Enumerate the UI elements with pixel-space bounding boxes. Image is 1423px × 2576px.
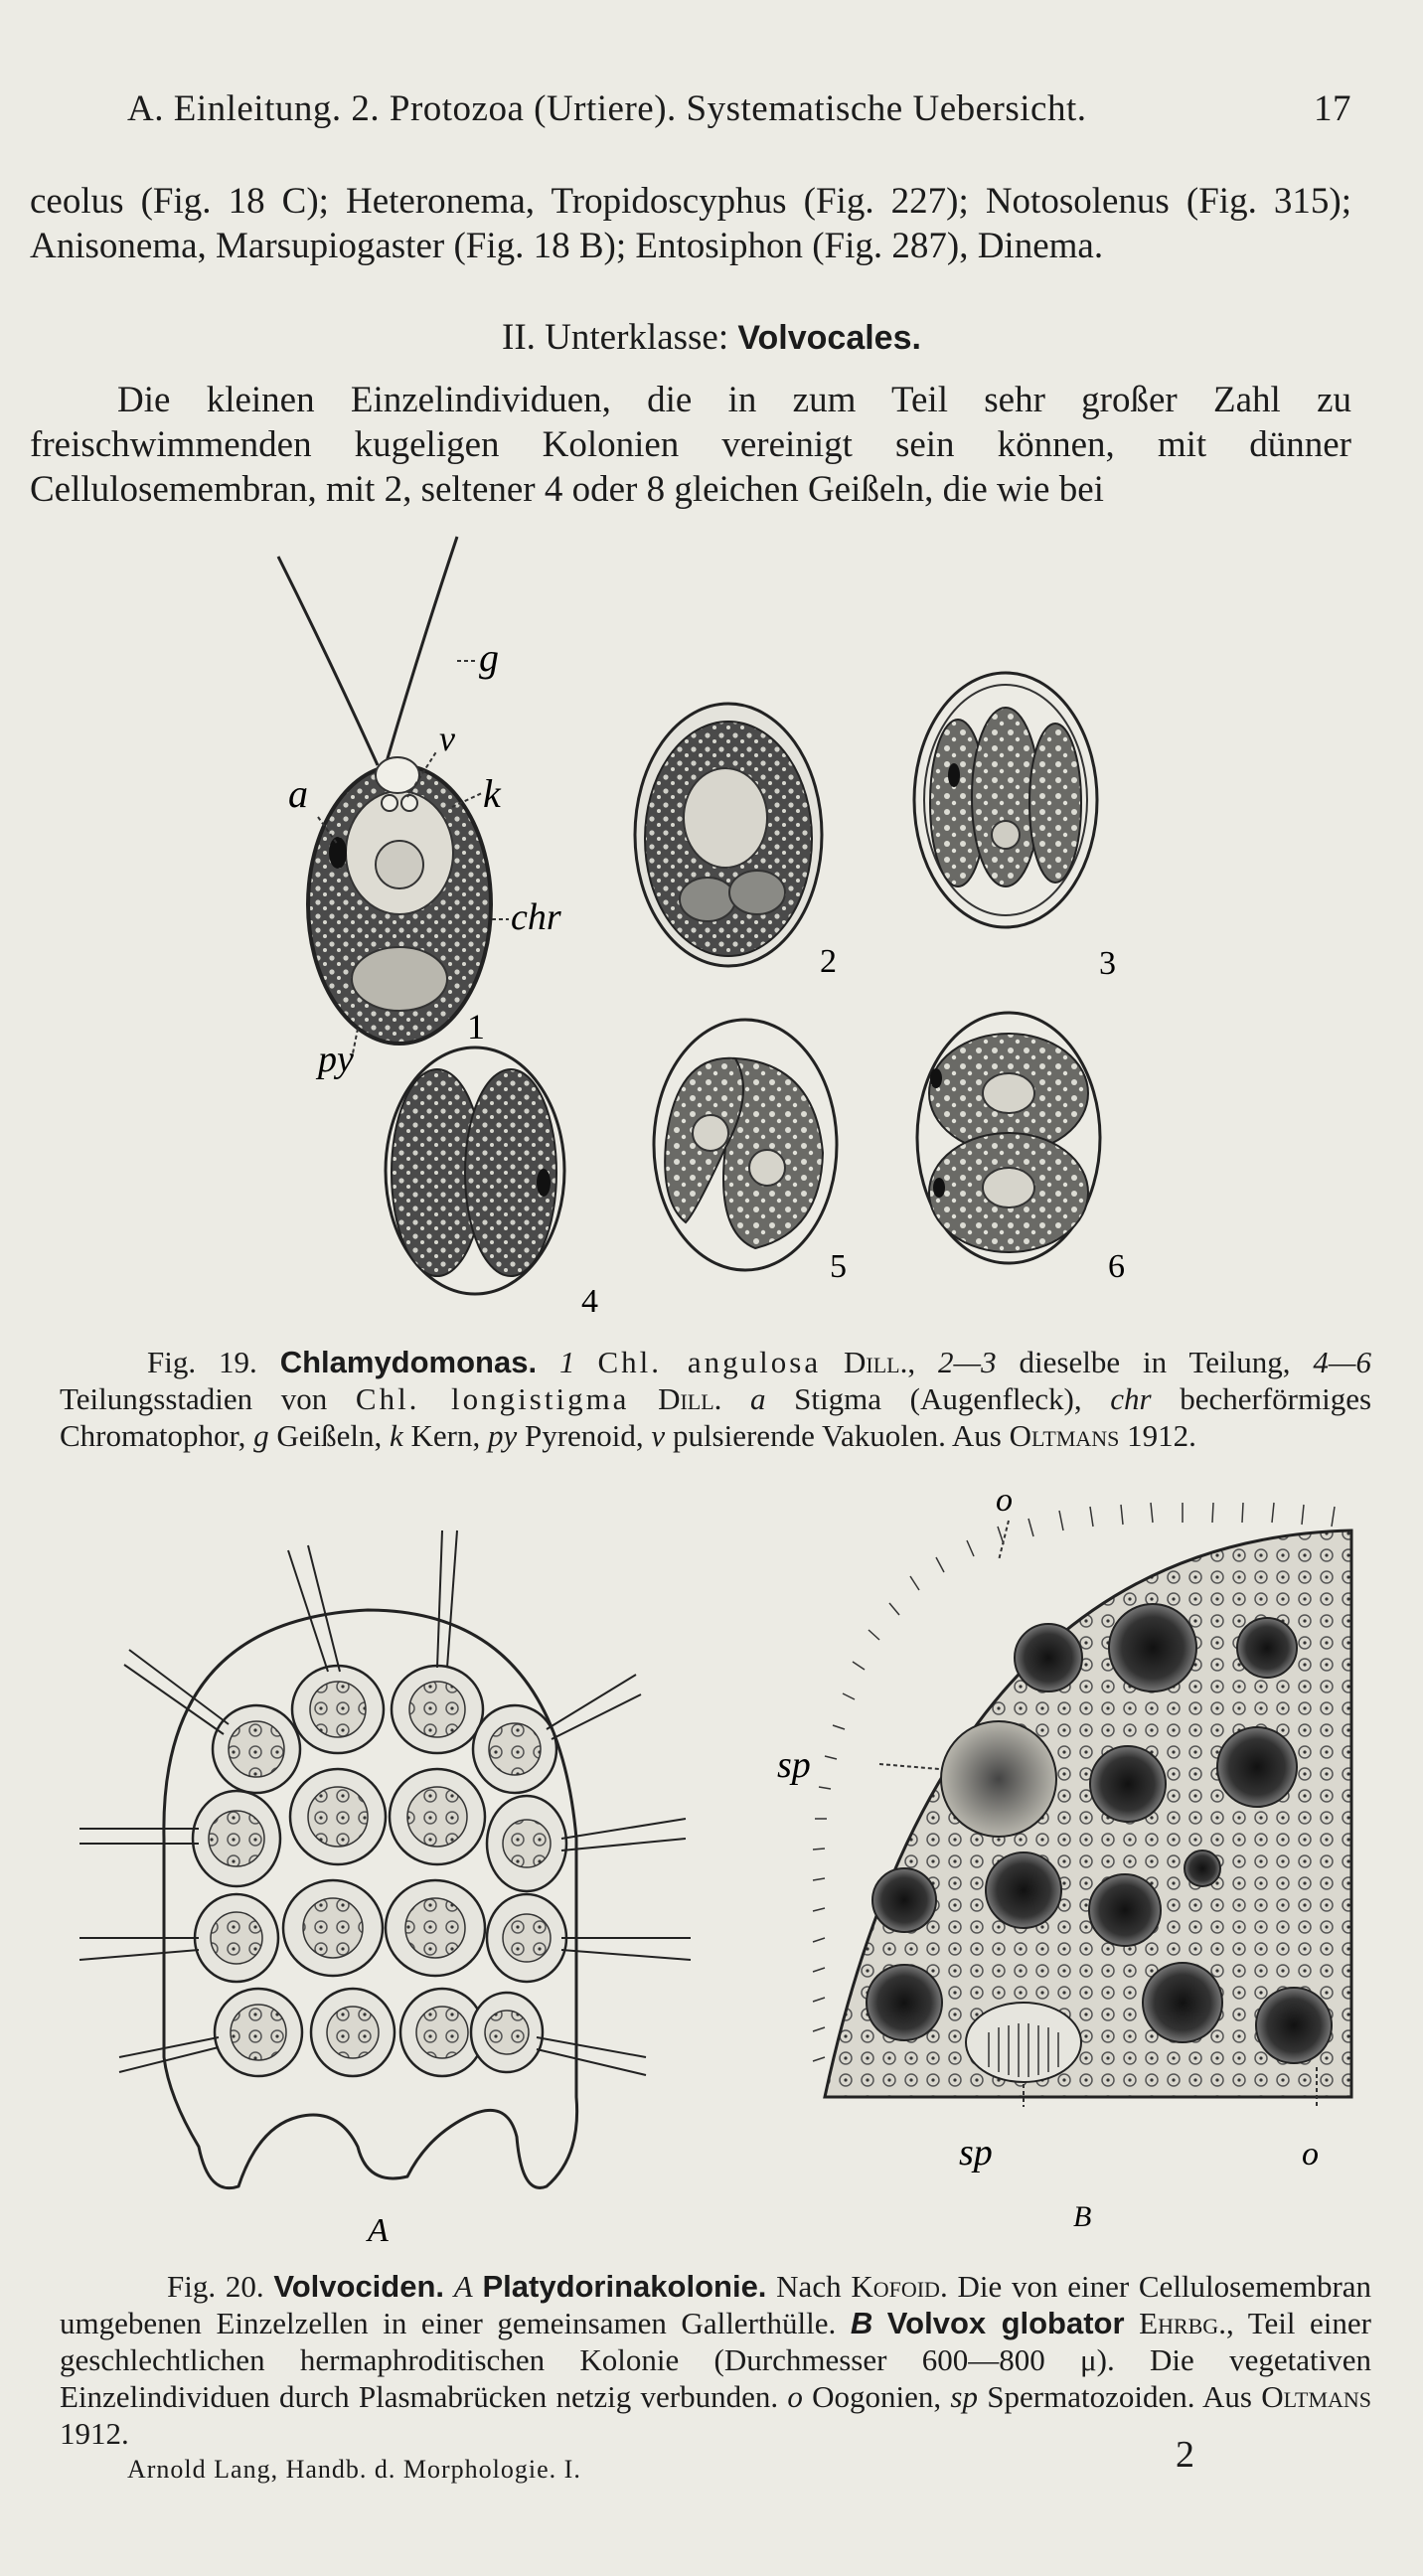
page-number: 17 — [1314, 88, 1351, 129]
label-o-bottom: o — [1302, 2136, 1319, 2173]
spermatozoid-bundle-side — [966, 2003, 1081, 2082]
label-g: g — [479, 635, 499, 680]
label-sp-bottom: sp — [959, 2132, 993, 2174]
caption-19-t5: dieselbe in Teilung, — [1019, 1345, 1291, 1379]
subclass-heading — [0, 316, 1423, 359]
caption-20-t2: Platydorinakolonie. — [482, 2269, 767, 2304]
label-chr: chr — [511, 896, 561, 938]
figure-19-caption — [60, 1344, 1371, 1454]
footer-source: Arnold Lang, Handb. d. Morphologie. I. — [127, 2455, 581, 2484]
caption-19-t18: py — [487, 1418, 518, 1453]
cell-2 — [635, 704, 822, 966]
caption-20-t1: A — [453, 2269, 473, 2304]
caption-20-t3: Nach — [776, 2269, 842, 2304]
caption-19-t22: Oltmans — [1009, 1418, 1120, 1453]
caption-20-t11: Oogonien, — [812, 2379, 942, 2414]
caption-19-title: Chlamydomonas. — [279, 1345, 538, 1379]
label-B: B — [1073, 2200, 1092, 2233]
caption-20-title: Volvociden. — [273, 2269, 445, 2304]
caption-20-t9: Teil einer geschlechtlichen hermaphroditischen Kolonie (Durchmesser 600—800 μ). Die vegetativen Einzelindividuen durch Plasmabrücken netzig verbunden. — [60, 2306, 1372, 2414]
subclass-name: Volvocales. — [737, 319, 921, 357]
caption-19-t3: Dill., — [844, 1345, 916, 1379]
caption-19-t11: Stigma (Augenfleck), — [794, 1381, 1082, 1416]
label-o-top: o — [996, 1482, 1013, 1519]
caption-19-t2: Chl. angulosa — [597, 1345, 822, 1379]
body-paragraph: Die kleinen Einzelindividuen, die in zum Teil sehr großer Zahl zu freischwimmenden kugeligen Kolonien vereinigt sein können, mit dünner Cellulosemembran, mit 2, seltener 4 oder 8 gleichen Geißeln, die wie bei — [30, 380, 1351, 510]
platydorina-colony — [79, 1530, 691, 2188]
caption-20-t4: Kofoid. — [851, 2269, 948, 2304]
label-4: 4 — [581, 1283, 598, 1320]
caption-20-t6: B — [850, 2306, 873, 2340]
caption-19-t1: 1 — [559, 1345, 575, 1379]
header-title: A. Einleitung. 2. Protozoa (Urtiere). Systematische Uebersicht. — [127, 88, 1087, 129]
caption-19-t23: 1912. — [1127, 1418, 1196, 1453]
signature-mark: 2 — [1176, 2434, 1194, 2476]
label-1: 1 — [467, 1007, 485, 1046]
caption-19-t13: becherförmiges Chromatophor, — [60, 1381, 1372, 1453]
caption-20-t7: Volvox globator — [886, 2306, 1125, 2340]
figure-20-caption — [60, 2268, 1371, 2452]
caption-19-t20: v — [651, 1418, 666, 1453]
intro-paragraph: ceolus (Fig. 18 C); Heteronema, Tropidoscyphus (Fig. 227); Notosolenus (Fig. 315); Anisonema, Marsupiogaster (Fig. 18 B); Entosiphon (Fig. 287), Dinema. — [30, 181, 1351, 266]
caption-19-t10: a — [750, 1381, 766, 1416]
caption-19-t17: Kern, — [410, 1418, 481, 1453]
volvox-colony-section — [813, 1503, 1351, 2107]
label-6: 6 — [1108, 1248, 1125, 1285]
cell-3 — [914, 673, 1097, 927]
label-a: a — [288, 771, 308, 816]
cell-4 — [386, 1047, 564, 1294]
label-py: py — [318, 1039, 354, 1080]
caption-19-t14: g — [253, 1418, 269, 1453]
label-k: k — [483, 771, 501, 816]
caption-19-t9: Dill. — [658, 1381, 722, 1416]
label-3: 3 — [1099, 945, 1116, 982]
cell-6 — [917, 1013, 1100, 1263]
label-A: A — [368, 2212, 389, 2249]
caption-19-t15: Geißeln, — [276, 1418, 383, 1453]
caption-20-t15: 1912. — [60, 2416, 129, 2451]
caption-19-t4: 2—3 — [938, 1345, 997, 1379]
running-header — [127, 87, 1351, 130]
caption-20-t8: Ehrbg., — [1139, 2306, 1234, 2340]
caption-19-t19: Pyrenoid, — [524, 1418, 644, 1453]
label-v: v — [439, 719, 455, 758]
caption-19-t7: Teilungsstadien von — [60, 1381, 328, 1416]
caption-20-t10: o — [787, 2379, 803, 2414]
caption-20-t14: Oltmans — [1261, 2379, 1372, 2414]
caption-19-t6: 4—6 — [1313, 1345, 1371, 1379]
caption-20-t5: Die von einer Cellulosemembran umgebenen Einzelzellen in einer gemeinsamen Gallerthülle. — [60, 2269, 1372, 2340]
cell-5 — [654, 1020, 837, 1270]
caption-19-t12: chr — [1110, 1381, 1152, 1416]
caption-20-ref: Fig. 20. — [167, 2269, 264, 2304]
figure-20-volvocidae — [70, 1482, 1391, 2256]
caption-20-t13: Spermatozoiden. Aus — [987, 2379, 1252, 2414]
subclass-prefix: II. Unterklasse: — [502, 317, 729, 358]
caption-19-t8: Chl. longistigma — [355, 1381, 630, 1416]
caption-19-t16: k — [389, 1418, 403, 1453]
label-2: 2 — [820, 943, 837, 980]
caption-19-t21: pulsierende Vakuolen. Aus — [672, 1418, 1002, 1453]
cell-1 — [278, 537, 509, 1053]
label-sp-left: sp — [777, 1744, 811, 1786]
caption-20-t12: sp — [950, 2379, 978, 2414]
figure-19-chlamydomonas — [258, 537, 1133, 1332]
caption-19-ref: Fig. 19. — [147, 1345, 257, 1379]
label-5: 5 — [830, 1248, 847, 1285]
